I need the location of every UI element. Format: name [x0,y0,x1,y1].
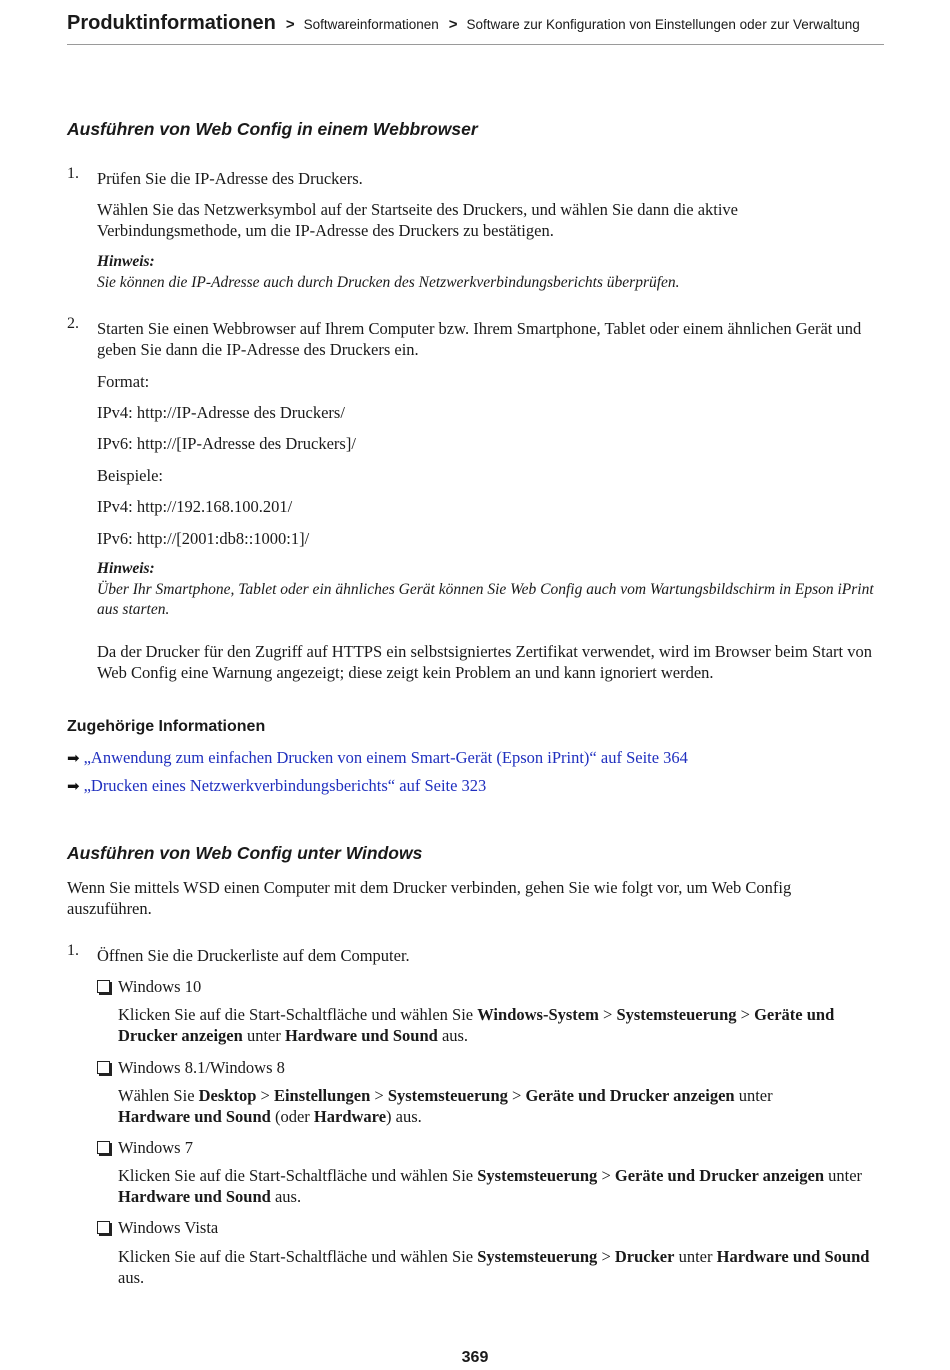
instruction-text: ) aus. [386,1107,422,1126]
instruction-text: unter [734,1086,773,1105]
step1-title: Prüfen Sie die IP-Adresse des Druckers. [97,169,363,188]
ui-term: Geräte und Drucker anzeigen [118,1005,835,1045]
format-ipv4: IPv4: http://IP-Adresse des Druckers/ [97,403,345,422]
instruction-text: > [256,1086,274,1105]
breadcrumb-softwareinformationen: Softwareinformationen [303,17,439,32]
ui-term: Geräte und Drucker anzeigen [614,1166,825,1185]
instruction-text: > [597,1247,615,1266]
instruction-text: > [370,1086,388,1105]
arrow-right-icon: ➡ [67,777,80,795]
ui-term: Hardware und Sound [284,1026,438,1045]
instruction-text: > [507,1086,526,1105]
related-link-text[interactable]: „Anwendung zum einfachen Drucken von einem Smart-Gerät (Epson iPrint)“ auf Seite 364 [83,748,688,767]
ui-term: Hardware und Sound [118,1187,271,1206]
related-link-iprint[interactable] [67,748,688,768]
arrow-right-icon: ➡ [67,749,80,767]
os-label: Windows Vista [118,1218,219,1237]
format-ipv6: IPv6: http://[IP-Adresse des Druckers]/ [97,434,356,453]
related-link-text[interactable]: „Drucken eines Netzwerkverbindungsberichts“ auf Seite 323 [83,776,487,795]
os-item-windows-8 [97,1057,285,1078]
step1-note [97,252,884,293]
breadcrumb-software-konfiguration: Software zur Konfiguration von Einstellungen oder zur Verwaltung [466,17,860,32]
os-item-windows-10 [97,976,201,997]
ui-term: Geräte und Drucker anzeigen [525,1086,735,1105]
checkbox-bullet-icon [97,1221,110,1234]
instruction-text: unter [242,1026,285,1045]
instruction-text: Klicken Sie auf die Start-Schaltfläche und wählen Sie [118,1005,478,1024]
ui-term: Systemsteuerung [477,1247,598,1266]
os-instructions-windows-10 [118,1004,884,1046]
instruction-text: unter [674,1247,717,1266]
breadcrumb-title: Produktinformationen [67,12,276,34]
note-text: Sie können die IP-Adresse auch durch Drucken des Netzwerkverbindungsberichts überprüfen. [97,273,680,291]
examples-label: Beispiele: [97,466,163,485]
instruction-text: Klicken Sie auf die Start-Schaltfläche und wählen Sie [118,1166,478,1185]
os-instructions-windows-vista [118,1246,878,1288]
os-item-windows-7 [97,1137,193,1158]
note-label: Hinweis: [97,253,155,270]
ui-term: Hardware und Sound [118,1107,271,1126]
instruction-text: > [597,1166,615,1185]
section2-intro: Wenn Sie mittels WSD einen Computer mit dem Drucker verbinden, gehen Sie wie folgt vor, um Web Config auszuführen. [67,878,792,918]
instruction-text: aus. [437,1026,469,1045]
example-ipv6: IPv6: http://[2001:db8::1000:1]/ [97,529,310,548]
ui-term: Systemsteuerung [387,1086,508,1105]
section-heading-windows: Ausführen von Web Config unter Windows [67,843,423,863]
page-header-breadcrumb [67,12,884,45]
os-instructions-windows-7 [118,1165,878,1207]
ui-term: Hardware und Sound [716,1247,870,1266]
instruction-text: unter [824,1166,863,1185]
ui-term: Systemsteuerung [477,1166,598,1185]
instruction-text: aus. [118,1268,145,1287]
instruction-text: (oder [270,1107,314,1126]
step1-body: Wählen Sie das Netzwerksymbol auf der Startseite des Druckers, und wählen Sie dann die aktive Verbindungsmethode, um die IP-Adresse des Druckers zu bestätigen. [97,200,739,240]
ui-term: Systemsteuerung [616,1005,737,1024]
ui-term: Drucker [614,1247,675,1266]
note-text: Über Ihr Smartphone, Tablet oder ein ähnliches Gerät können Sie Web Config auch vom Wartungsbildschirm in Epson iPrint aus starten. [97,580,874,618]
checkbox-bullet-icon [97,980,110,993]
os-label: Windows 8.1/Windows 8 [118,1058,285,1077]
breadcrumb-separator: > [448,16,458,33]
checkbox-bullet-icon [97,1061,110,1074]
format-label: Format: [97,372,150,391]
checkbox-bullet-icon [97,1141,110,1154]
step-number: 1. [67,942,79,959]
example-ipv4: IPv4: http://192.168.100.201/ [97,497,293,516]
os-label: Windows 7 [118,1138,193,1157]
related-link-network-report[interactable] [67,776,486,796]
instruction-text: > [598,1005,617,1024]
instruction-text: > [736,1005,755,1024]
step-number: 2. [67,315,79,332]
related-info-heading: Zugehörige Informationen [67,718,266,735]
step2-title: Starten Sie einen Webbrowser auf Ihrem Computer bzw. Ihrem Smartphone, Tablet oder einem ähnlichen Gerät und geben Sie dann die IP-Adresse des Druckers ein. [97,319,862,359]
ui-term: Einstellungen [273,1086,371,1105]
ui-term: Hardware [313,1107,387,1126]
breadcrumb-separator: > [285,16,295,33]
os-instructions-windows-8 [118,1085,818,1127]
instruction-text: aus. [270,1187,302,1206]
https-warning-text: Da der Drucker für den Zugriff auf HTTPS ein selbstsigniertes Zertifikat verwendet, wird im Browser beim Start von Web Config eine Warnung angezeigt; diese zeigt kein Problem an und kann ignoriert werden. [97,642,872,682]
step2-note [97,559,884,621]
instruction-text: Wählen Sie [118,1086,199,1105]
open-printer-list-title: Öffnen Sie die Druckerliste auf dem Computer. [97,946,410,965]
section-heading-web-browser: Ausführen von Web Config in einem Webbrowser [67,119,478,139]
os-item-windows-vista [97,1217,218,1238]
step-number: 1. [67,165,79,182]
ui-term: Windows-System [477,1005,599,1024]
page-number: 369 [461,1349,489,1366]
os-label: Windows 10 [118,977,202,996]
ui-term: Desktop [198,1086,257,1105]
note-label: Hinweis: [97,560,155,577]
instruction-text: Klicken Sie auf die Start-Schaltfläche und wählen Sie [118,1247,478,1266]
